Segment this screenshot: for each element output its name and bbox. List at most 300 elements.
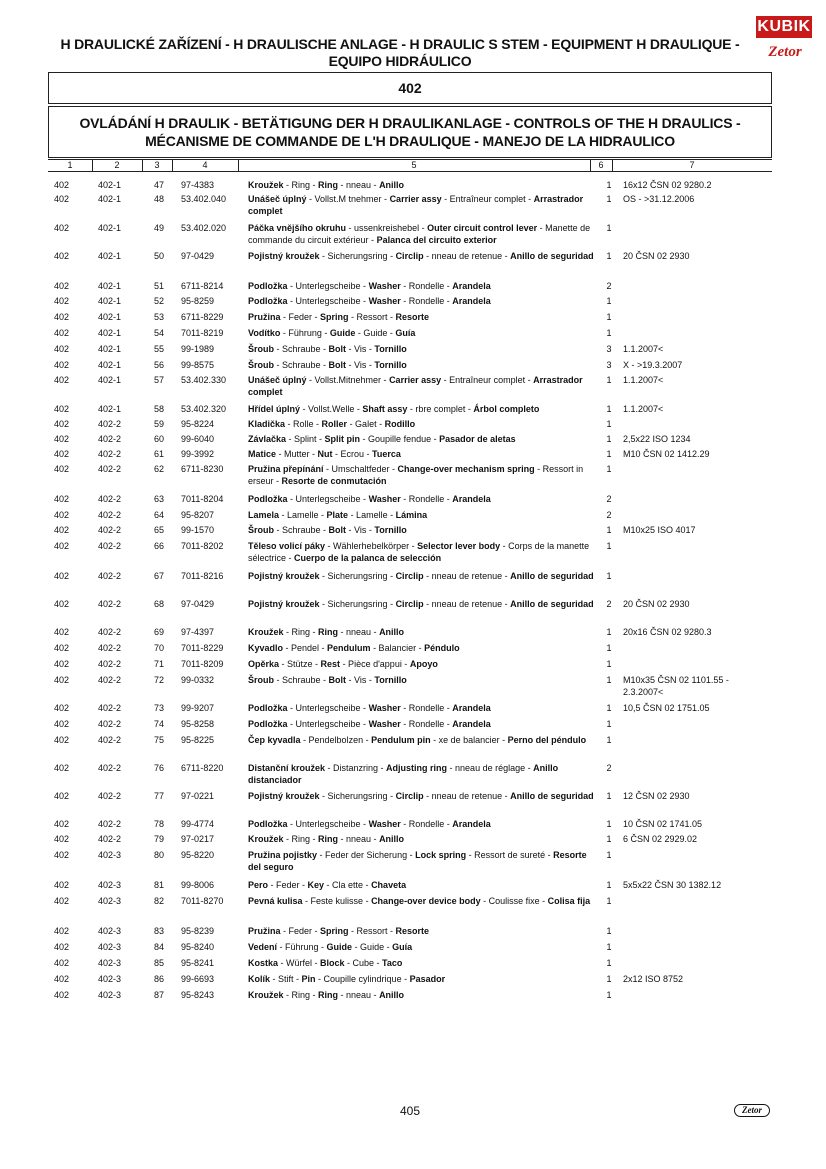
description-cell [248, 942, 598, 954]
name-es: Palanca del circuito exterior [376, 234, 497, 245]
note-cell: 5x5x22 ČSN 30 1382.12 [623, 880, 722, 890]
name-en: Bolt [328, 525, 347, 535]
name-es: Tornillo [374, 344, 407, 354]
figure-cell: 402-2 [98, 449, 122, 459]
description-cell [248, 990, 598, 1002]
name-fr: - nneau de retenue - [423, 791, 511, 801]
position-cell: 79 [154, 834, 165, 844]
name-fr: - Vis - [346, 360, 375, 370]
group-cell: 402 [54, 180, 70, 190]
part-number-cell: 6711-8220 [181, 763, 224, 773]
name-fr: - xe de balancier - [430, 735, 508, 745]
name-de: - Stütze - [279, 659, 321, 669]
position-cell: 53 [154, 312, 165, 322]
group-cell: 402 [54, 571, 70, 581]
name-fr: - nneau - [338, 990, 380, 1000]
figure-cell: 402-3 [98, 850, 122, 860]
description-cell [248, 312, 598, 324]
name-cz: Páčka vnějšího okruhu [248, 223, 347, 233]
name-en: Nut [317, 449, 333, 459]
figure-cell: 402-1 [98, 375, 122, 385]
figure-cell: 402-1 [98, 404, 122, 414]
name-en: Shaft assy [362, 404, 408, 414]
name-fr: - Ressort in erseur - [248, 464, 584, 486]
part-number-cell: 7011-8229 [181, 643, 224, 653]
description-cell [248, 719, 598, 731]
figure-cell: 402-2 [98, 819, 122, 829]
name-de: - Feder - [280, 926, 321, 936]
name-en: Plate [326, 510, 349, 520]
name-cz: Šroub [248, 525, 274, 535]
name-en: Washer [368, 719, 401, 729]
name-fr: - Corps de la manette sélectrice - [248, 541, 590, 563]
note-cell: 10 ČSN 02 1741.05 [623, 819, 703, 829]
position-cell: 62 [154, 464, 165, 474]
name-fr: - nneau de retenue - [423, 599, 511, 609]
note-cell: 10,5 ČSN 02 1751.05 [623, 703, 710, 713]
description-cell [248, 763, 598, 786]
part-number-cell: 6711-8229 [181, 312, 224, 322]
quantity-cell: 1 [606, 942, 612, 952]
name-es: Anillo de seguridad [510, 791, 594, 801]
quantity-cell: 1 [606, 375, 612, 385]
name-cz: Podložka [248, 296, 288, 306]
name-cz: Matice [248, 449, 277, 459]
name-cz: Šroub [248, 360, 274, 370]
quantity-cell: 2 [606, 510, 612, 520]
name-en: Guide [329, 328, 356, 338]
quantity-cell: 1 [606, 419, 612, 429]
figure-cell: 402-2 [98, 599, 122, 609]
name-de: - Splint - [286, 434, 325, 444]
group-cell: 402 [54, 675, 70, 685]
description-cell [248, 251, 598, 263]
description-cell [248, 328, 598, 340]
name-cz: Vedení [248, 942, 278, 952]
name-es: Guía [395, 328, 416, 338]
group-cell: 402 [54, 464, 70, 474]
description-cell [248, 735, 598, 747]
description-cell [248, 834, 598, 846]
quantity-cell: 1 [606, 834, 612, 844]
group-cell: 402 [54, 643, 70, 653]
group-cell: 402 [54, 375, 70, 385]
group-cell: 402 [54, 942, 70, 952]
quantity-cell: 1 [606, 643, 612, 653]
figure-cell: 402-2 [98, 464, 122, 474]
part-number-cell: 7011-8219 [181, 328, 224, 338]
part-number-cell: 97-0429 [181, 251, 215, 261]
group-cell: 402 [54, 926, 70, 936]
figure-cell: 402-1 [98, 223, 122, 233]
name-cz: Podložka [248, 819, 288, 829]
name-de: - Unterlegscheibe - [287, 703, 369, 713]
part-number-cell: 95-8225 [181, 735, 215, 745]
quantity-cell: 1 [606, 434, 612, 444]
quantity-cell: 1 [606, 627, 612, 637]
name-cz: Pojistný kroužek [248, 251, 320, 261]
note-cell: 20 ČSN 02 2930 [623, 251, 690, 261]
name-de: - Würfel - [278, 958, 321, 968]
name-en: Block [320, 958, 345, 968]
quantity-cell: 1 [606, 958, 612, 968]
description-cell [248, 599, 598, 611]
name-cz: Pojistný kroužek [248, 599, 320, 609]
name-es: Arrastrador complet [248, 194, 584, 216]
position-cell: 72 [154, 675, 165, 685]
position-cell: 71 [154, 659, 165, 669]
note-cell: 1.1.2007< [623, 375, 664, 385]
name-de: - Führung - [277, 942, 327, 952]
position-cell: 74 [154, 719, 165, 729]
name-en: Washer [368, 703, 401, 713]
description-cell [248, 571, 598, 583]
note-cell: 20 ČSN 02 2930 [623, 599, 690, 609]
name-fr: - Cla ette - [324, 880, 372, 890]
name-en: Washer [368, 296, 401, 306]
quantity-cell: 3 [606, 344, 612, 354]
part-number-cell: 7011-8204 [181, 494, 224, 504]
description-cell [248, 525, 598, 537]
section-title-line1: OVLÁDÁNÍ H DRAULIK - BETÄTIGUNG DER H DRAULIKANLAGE - CONTROLS OF THE H DRAULICS - [79, 115, 741, 131]
name-fr: - Manette de commande du circuit extérieur - [248, 223, 591, 245]
name-es: Anillo distanciador [248, 763, 559, 785]
name-fr: - nneau - [338, 180, 380, 190]
group-cell: 402 [54, 510, 70, 520]
name-fr: - Rondelle - [400, 719, 453, 729]
quantity-cell: 1 [606, 675, 612, 685]
group-cell: 402 [54, 627, 70, 637]
name-de: - Ring - [283, 834, 319, 844]
name-de: - Stift - [270, 974, 302, 984]
part-number-cell: 53.402.330 [181, 375, 227, 385]
position-cell: 61 [154, 449, 165, 459]
name-es: Resorte [395, 926, 430, 936]
part-number-cell: 95-8240 [181, 942, 215, 952]
part-number-cell: 99-0332 [181, 675, 215, 685]
figure-cell: 402-2 [98, 541, 122, 551]
figure-cell: 402-1 [98, 344, 122, 354]
figure-cell: 402-3 [98, 926, 122, 936]
quantity-cell: 1 [606, 296, 612, 306]
description-cell [248, 510, 598, 522]
column-header-1: 1 [67, 160, 73, 170]
note-cell: 6 ČSN 02 2929.02 [623, 834, 698, 844]
description-cell [248, 494, 598, 506]
name-fr: - Ressort - [348, 312, 396, 322]
description-cell [248, 541, 598, 564]
part-number-cell: 99-4774 [181, 819, 215, 829]
column-header-5: 5 [411, 160, 417, 170]
position-cell: 63 [154, 494, 165, 504]
name-de: - Feder - [268, 880, 308, 890]
name-es: Anillo de seguridad [510, 571, 594, 581]
name-es: Apoyo [409, 659, 438, 669]
name-es: Anillo de seguridad [510, 251, 594, 261]
part-number-cell: 97-4397 [181, 627, 215, 637]
position-cell: 65 [154, 525, 165, 535]
position-cell: 47 [154, 180, 165, 190]
name-es: Rodillo [384, 419, 416, 429]
name-de: - Sicherungsring - [319, 251, 396, 261]
name-en: Change-over device body [371, 896, 481, 906]
position-cell: 57 [154, 375, 165, 385]
name-fr: - Lamelle - [348, 510, 396, 520]
quantity-cell: 1 [606, 703, 612, 713]
figure-cell: 402-3 [98, 942, 122, 952]
name-de: - Sicherungsring - [319, 791, 396, 801]
group-cell: 402 [54, 419, 70, 429]
name-cz: Hřídel úplný [248, 404, 301, 414]
group-cell: 402 [54, 296, 70, 306]
column-header-row [48, 159, 772, 172]
part-number-cell: 97-0221 [181, 791, 215, 801]
name-de: - Umschaltfeder - [323, 464, 398, 474]
name-es: Anillo [379, 627, 405, 637]
name-cz: Lamela [248, 510, 280, 520]
column-header-3: 3 [154, 160, 160, 170]
figure-cell: 402-2 [98, 735, 122, 745]
group-cell: 402 [54, 281, 70, 291]
name-en: Selector lever body [417, 541, 501, 551]
name-fr: - Pièce d'appui - [340, 659, 410, 669]
position-cell: 50 [154, 251, 165, 261]
part-number-cell: 7011-8216 [181, 571, 224, 581]
figure-cell: 402-2 [98, 571, 122, 581]
figure-cell: 402-1 [98, 180, 122, 190]
section-title-box [48, 106, 772, 158]
note-cell: 2x12 ISO 8752 [623, 974, 684, 984]
name-es: Resorte [395, 312, 430, 322]
figure-cell: 402-2 [98, 763, 122, 773]
name-fr: - Rondelle - [400, 819, 453, 829]
name-fr: - Coupille cylindrique - [315, 974, 410, 984]
name-de: - Unterlegscheibe - [287, 719, 369, 729]
name-cz: Kyvadlo [248, 643, 284, 653]
name-de: - Unterlegscheibe - [287, 494, 369, 504]
part-number-cell: 99-6693 [181, 974, 215, 984]
note-cell: M10x25 ISO 4017 [623, 525, 696, 535]
name-es: Colisa fija [547, 896, 591, 906]
name-en: Ring [318, 180, 339, 190]
group-cell: 402 [54, 434, 70, 444]
name-cz: Podložka [248, 281, 288, 291]
part-number-cell: 7011-8270 [181, 896, 224, 906]
quantity-cell: 1 [606, 926, 612, 936]
name-es: Tornillo [374, 360, 407, 370]
description-cell [248, 850, 598, 873]
name-cz: Kostka [248, 958, 279, 968]
name-en: Spring [320, 312, 349, 322]
figure-cell: 402-3 [98, 974, 122, 984]
kubik-logo-text: KUBIK [756, 16, 812, 38]
name-en: Guide [326, 942, 353, 952]
figure-cell: 402-2 [98, 525, 122, 535]
name-de: - Feder - [280, 312, 321, 322]
name-de: - ussenkreishebel - [346, 223, 428, 233]
name-cz: Podložka [248, 719, 288, 729]
description-cell [248, 643, 598, 655]
part-number-cell: 99-1989 [181, 344, 215, 354]
name-es: Árbol completo [473, 404, 540, 414]
name-fr: - nneau de retenue - [423, 251, 511, 261]
name-fr: - nneau - [338, 627, 380, 637]
note-cell: X - >19.3.2007 [623, 360, 683, 370]
name-fr: - Goupille fendue - [360, 434, 440, 444]
name-en: Outer circuit control lever [427, 223, 538, 233]
name-en: Change-over mechanism spring [397, 464, 535, 474]
group-cell: 402 [54, 974, 70, 984]
description-cell [248, 675, 598, 687]
part-number-cell: 95-8207 [181, 510, 215, 520]
name-es: Tornillo [374, 675, 407, 685]
name-fr: - Guide - [352, 942, 393, 952]
description-cell [248, 419, 598, 431]
note-cell: 20x16 ČSN 02 9280.3 [623, 627, 712, 637]
quantity-cell: 1 [606, 194, 612, 204]
figure-cell: 402-1 [98, 251, 122, 261]
description-cell [248, 404, 598, 416]
name-cz: Distanční kroužek [248, 763, 326, 773]
part-number-cell: 99-6040 [181, 434, 215, 444]
description-cell [248, 627, 598, 639]
note-cell: M10x35 ČSN 02 1101.55 - 2.3.2007< [623, 675, 729, 697]
position-cell: 86 [154, 974, 165, 984]
figure-cell: 402-2 [98, 834, 122, 844]
position-cell: 56 [154, 360, 165, 370]
group-cell: 402 [54, 223, 70, 233]
group-cell: 402 [54, 449, 70, 459]
name-cz: Vodítko [248, 328, 281, 338]
quantity-cell: 1 [606, 659, 612, 669]
figure-cell: 402-2 [98, 434, 122, 444]
part-number-cell: 53.402.320 [181, 404, 227, 414]
name-en: Carrier assy [389, 375, 442, 385]
name-cz: Podložka [248, 703, 288, 713]
name-cz: Závlačka [248, 434, 287, 444]
quantity-cell: 1 [606, 735, 612, 745]
position-cell: 82 [154, 896, 165, 906]
page-title-line1: H DRAULICKÉ ZAŘÍZENÍ - H DRAULISCHE ANLAGE - H DRAULIC S STEM - EQUIPMENT H DRAULIQUE - [60, 36, 740, 52]
name-en: Ring [318, 990, 339, 1000]
name-cz: Unášeč úplný [248, 194, 307, 204]
position-cell: 55 [154, 344, 165, 354]
name-fr: - nneau - [338, 834, 380, 844]
part-number-cell: 99-8575 [181, 360, 215, 370]
group-cell: 402 [54, 404, 70, 414]
name-es: Arandela [452, 703, 491, 713]
figure-cell: 402-1 [98, 360, 122, 370]
column-header-2: 2 [114, 160, 120, 170]
name-en: Bolt [328, 360, 347, 370]
position-cell: 60 [154, 434, 165, 444]
group-cell: 402 [54, 834, 70, 844]
figure-cell: 402-2 [98, 703, 122, 713]
name-es: Anillo [379, 990, 405, 1000]
part-number-cell: 95-8258 [181, 719, 215, 729]
name-es: Chaveta [371, 880, 407, 890]
name-cz: Čep kyvadla [248, 735, 301, 745]
name-fr: - Cube - [344, 958, 383, 968]
name-de: - Distanzring - [325, 763, 387, 773]
name-fr: - Entraîneur complet - [441, 194, 534, 204]
name-en: Split pin [324, 434, 361, 444]
position-cell: 52 [154, 296, 165, 306]
position-cell: 78 [154, 819, 165, 829]
quantity-cell: 2 [606, 763, 612, 773]
quantity-cell: 1 [606, 449, 612, 459]
group-cell: 402 [54, 312, 70, 322]
note-cell: M10 ČSN 02 1412.29 [623, 449, 710, 459]
name-de: - Vollst.Welle - [300, 404, 363, 414]
name-en: Washer [368, 819, 401, 829]
name-en: Rest [320, 659, 341, 669]
name-fr: - Vis - [346, 675, 375, 685]
position-cell: 73 [154, 703, 165, 713]
name-es: Pasador de aletas [439, 434, 516, 444]
quantity-cell: 1 [606, 850, 612, 860]
position-cell: 75 [154, 735, 165, 745]
name-en: Washer [368, 281, 401, 291]
description-cell [248, 344, 598, 356]
name-fr: - nneau de réglage - [447, 763, 534, 773]
figure-cell: 402-3 [98, 990, 122, 1000]
description-cell [248, 974, 598, 986]
note-cell: 1.1.2007< [623, 404, 664, 414]
position-cell: 69 [154, 627, 165, 637]
group-cell: 402 [54, 360, 70, 370]
name-es: Lámina [395, 510, 428, 520]
name-en: Roller [321, 419, 348, 429]
part-number-cell: 95-8241 [181, 958, 215, 968]
name-cz: Pružina pojistky [248, 850, 318, 860]
position-cell: 68 [154, 599, 165, 609]
column-header-7: 7 [689, 160, 695, 170]
description-cell [248, 194, 598, 217]
description-cell [248, 926, 598, 938]
name-cz: Pero [248, 880, 269, 890]
name-en: Carrier assy [389, 194, 442, 204]
name-es: Arandela [452, 719, 491, 729]
description-cell [248, 958, 598, 970]
name-cz: Pružina [248, 926, 281, 936]
name-en: Pendulum pin [371, 735, 431, 745]
name-es: Tuerca [372, 449, 401, 459]
name-cz: Pevná kulisa [248, 896, 303, 906]
position-cell: 85 [154, 958, 165, 968]
figure-cell: 402-2 [98, 419, 122, 429]
name-en: Ring [318, 834, 339, 844]
group-cell: 402 [54, 194, 70, 204]
name-fr: - Galet - [347, 419, 385, 429]
page-title [30, 36, 770, 70]
name-cz: Pojistný kroužek [248, 791, 320, 801]
name-es: Pasador [409, 974, 446, 984]
section-number-box: 402 [48, 72, 772, 104]
name-es: Guía [392, 942, 413, 952]
quantity-cell: 1 [606, 180, 612, 190]
name-de: - Schraube - [274, 344, 329, 354]
note-cell: 1.1.2007< [623, 344, 664, 354]
description-cell [248, 880, 598, 892]
description-cell [248, 791, 598, 803]
position-cell: 67 [154, 571, 165, 581]
name-es: Resorte del seguro [248, 850, 587, 872]
name-en: Circlip [395, 791, 424, 801]
figure-cell: 402-3 [98, 896, 122, 906]
part-number-cell: 95-8259 [181, 296, 215, 306]
position-cell: 64 [154, 510, 165, 520]
